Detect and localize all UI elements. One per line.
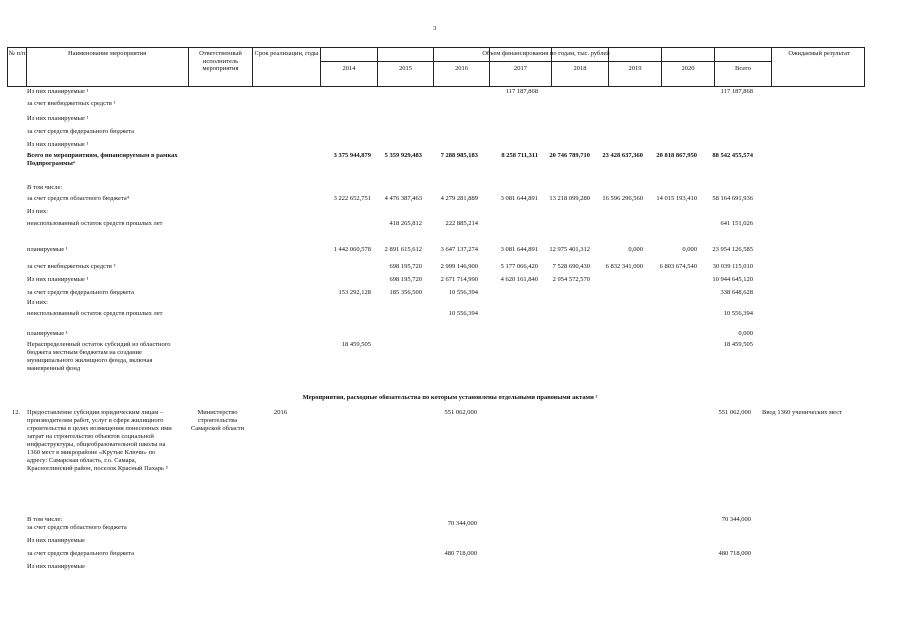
header-period: Срок реализации, годы xyxy=(254,50,319,57)
row-value: 6 803 674,540 xyxy=(659,263,697,270)
sub-row-label: Из них планируемые xyxy=(27,563,85,570)
row-value: 10 556,394 xyxy=(448,289,478,296)
row-value: 2 671 714,990 xyxy=(440,276,478,283)
row-value: 13 218 099,280 xyxy=(549,195,590,202)
row-value: 3 375 944,879 xyxy=(333,152,371,159)
row-label: планируемые ¹ xyxy=(27,330,68,337)
row-value: 7 528 690,430 xyxy=(552,263,590,270)
sub-row-total: 480 718,000 xyxy=(718,550,751,557)
header-result: Ожидаемый результат xyxy=(788,50,850,57)
header-financing: Объем финансирования по годам, тыс. рублей xyxy=(482,50,610,57)
sub-row-label: за счет средств федерального бюджета xyxy=(27,550,135,557)
row-value: 3 222 652,751 xyxy=(333,195,371,202)
row-value: 2 999 146,900 xyxy=(440,263,478,270)
row-label: Из них планируемые ¹ xyxy=(27,141,89,148)
row-value: 4 476 387,463 xyxy=(384,195,422,202)
table-header xyxy=(7,47,865,87)
row-value: 3 647 137,274 xyxy=(440,246,478,253)
row-label: за счет внебюджетных средств ¹ xyxy=(27,100,116,107)
row-value: 10 556,394 xyxy=(448,310,478,317)
header-year-2020: 2020 xyxy=(681,65,695,72)
row-value: 14 015 193,410 xyxy=(656,195,697,202)
measure-value-2016: 551 062,000 xyxy=(444,409,477,416)
row-value: 12 975 401,312 xyxy=(549,246,590,253)
row-label: Из них: xyxy=(27,208,48,215)
row-label: за счет средств областного бюджета⁴ xyxy=(27,195,129,202)
row-label: Нераспределенный остаток субсидий из областного бюджета местным бюджетам на создание муниципального жилищного фонда, включая маневренный фонд xyxy=(27,341,171,372)
row-label: за счет средств федерального бюджета xyxy=(27,289,135,296)
row-label: за счет средств федерального бюджета xyxy=(27,128,135,135)
row-value: 1 442 060,578 xyxy=(333,246,371,253)
row-value: 5 359 929,483 xyxy=(384,152,422,159)
row-value: 3 081 644,891 xyxy=(500,246,538,253)
row-value: 117 187,868 xyxy=(720,88,753,95)
measure-total: 551 062,000 xyxy=(718,409,751,416)
header-year-2014: 2014 xyxy=(342,65,356,72)
row-value: 18 459,505 xyxy=(341,341,371,348)
header-year-2016: 2016 xyxy=(455,65,468,72)
header-year-2018: 2018 xyxy=(573,65,587,72)
row-value: 20 746 789,710 xyxy=(549,152,590,159)
sub-row-label: Из них планируемые xyxy=(27,537,85,544)
row-value: 698 195,720 xyxy=(389,276,422,283)
row-value: 23 954 126,585 xyxy=(712,246,753,253)
row-label: Из них: xyxy=(27,299,48,306)
row-value: 2 954 572,570 xyxy=(552,276,590,283)
header-executor: Ответственный исполнитель мероприятия xyxy=(199,50,242,72)
measure-result: Ввод 1360 ученических мест xyxy=(762,409,842,416)
row-value: 338 648,628 xyxy=(720,289,753,296)
row-value: 18 459,505 xyxy=(723,341,753,348)
row-label: за счет внебюджетных средств ³ xyxy=(27,263,116,270)
row-value: 10 944 645,120 xyxy=(712,276,753,283)
row-value: 20 818 867,950 xyxy=(656,152,697,159)
measure-executor: Министерство строительства Самарской области xyxy=(190,409,245,432)
row-value: 58 164 691,936 xyxy=(712,195,753,202)
row-value: 418 265,812 xyxy=(389,220,422,227)
row-value: 641 151,026 xyxy=(720,220,753,227)
row-value: 4 279 281,889 xyxy=(440,195,478,202)
measure-number: 12. xyxy=(12,409,21,416)
row-value: 30 039 115,010 xyxy=(712,263,753,270)
row-value: 117 187,868 xyxy=(505,88,538,95)
row-value: 7 288 985,183 xyxy=(440,152,478,159)
row-value: 23 428 637,360 xyxy=(602,152,643,159)
row-value: 0,000 xyxy=(682,246,697,253)
sub-row-label: В том числе: xyxy=(27,516,63,523)
sub-row-value-2016: 480 718,000 xyxy=(444,550,477,557)
header-year-2017: 2017 xyxy=(514,65,527,72)
row-label: неиспользованный остаток средств прошлых лет xyxy=(27,220,163,227)
row-label: неиспользованный остаток средств прошлых лет xyxy=(27,310,163,317)
header-name: Наименование мероприятия xyxy=(67,50,147,57)
sub-row-label: за счет средств областного бюджета xyxy=(27,524,127,531)
page-number: 3 xyxy=(433,25,437,32)
row-value: 6 832 341,000 xyxy=(605,263,643,270)
sub-row-value-2016: 70 344,000 xyxy=(447,520,477,527)
header-year-2015: 2015 xyxy=(399,65,412,72)
row-value: 3 081 644,891 xyxy=(500,195,538,202)
sub-row-total: 70 344,000 xyxy=(721,516,751,523)
row-value: 88 542 455,574 xyxy=(712,152,753,159)
measure-period: 2016 xyxy=(274,409,287,416)
row-label: В том числе: xyxy=(27,184,63,191)
row-label: Из них планируемые ¹ xyxy=(27,276,89,283)
row-value: 5 177 066,420 xyxy=(500,263,538,270)
row-value: 222 885,214 xyxy=(445,220,478,227)
row-value: 153 292,128 xyxy=(338,289,371,296)
row-label: планируемые ¹ xyxy=(27,246,68,253)
row-label: Всего по мероприятиям, финансируемым в рамках Подпрограммы⁴ xyxy=(27,152,178,167)
row-value: 0,000 xyxy=(738,330,753,337)
row-value: 4 620 161,840 xyxy=(500,276,538,283)
header-total: Всего xyxy=(735,65,751,72)
row-value: 10 556,394 xyxy=(723,310,753,317)
row-value: 185 356,500 xyxy=(389,289,422,296)
header-num: № п/п xyxy=(8,50,26,57)
row-value: 698 195,720 xyxy=(389,263,422,270)
measure-name: Предоставление субсидии юридическим лицам – производителям работ, услуг в сфере жилищного строительства в целях возмещения понесенных ими затрат на строительство объектов социальной инфраструктуры, общеобразовательной школы на 1360 мест в микрорайоне «Крутые Ключи» по адресу: Самарская область, г.о. Самара, Красноглинский район, поселок Красный Пахарь ⁵ xyxy=(27,409,172,472)
row-value: 2 891 615,612 xyxy=(384,246,422,253)
row-label: Из них планируемые ¹ xyxy=(27,88,89,95)
row-value: 8 258 711,311 xyxy=(501,152,538,159)
row-value: 16 596 296,560 xyxy=(602,195,643,202)
header-year-2019: 2019 xyxy=(628,65,642,72)
row-label: Из них планируемые ¹ xyxy=(27,115,89,122)
row-value: 0,000 xyxy=(628,246,643,253)
section-title: Мероприятия, расходные обязательства по которым установлены отдельными правовыми актами ² xyxy=(302,394,598,401)
